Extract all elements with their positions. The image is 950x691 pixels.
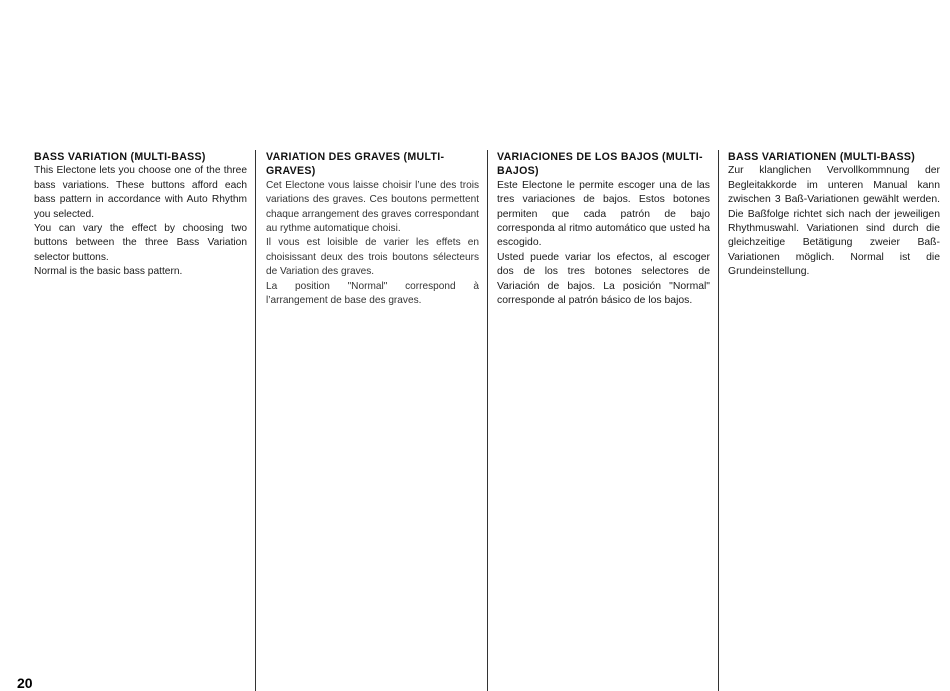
- column-spanish: [497, 150, 710, 308]
- paragraph: Cet Electone vous laisse choisir l’une des trois variations des graves. Ces boutons permettent chaque arrangement des graves correspondant au rythme automatique choisi.: [266, 179, 479, 235]
- column-german: [728, 150, 940, 280]
- paragraph: Normal is the basic bass pattern.: [34, 266, 183, 278]
- paragraph: Il vous est loisible de varier les effets en choisissant deux des trois boutons sélecteurs de Variation des graves.: [266, 237, 479, 278]
- heading-spanish: VARIACIONES DE LOS BAJOS (MULTI-BAJOS): [497, 151, 703, 178]
- column-french: [266, 150, 479, 308]
- heading-french: VARIATION DES GRAVES (MULTI-GRAVES): [266, 151, 445, 178]
- heading-german: BASS VARIATIONEN (MULTI-BASS): [728, 151, 916, 163]
- column-divider: [487, 150, 488, 691]
- paragraph: This Electone lets you choose one of the three bass variations. These buttons afford each bass pattern in accordance with Auto Rhythm you selected.: [34, 165, 247, 220]
- paragraph: You can vary the effect by choosing two buttons between the three Bass Variation selector buttons.: [34, 223, 247, 263]
- heading-english: BASS VARIATION (MULTI-BASS): [34, 151, 206, 163]
- page-number: 20: [17, 675, 33, 691]
- paragraph: La position "Normal" correspond à l’arrangement de base des graves.: [266, 280, 479, 307]
- paragraph: Este Electone le permite escoger una de las tres variaciones de bajos. Estos botones permiten que cada patrón de bajo corresponda al ritmo automático que usted ha escogido.: [497, 179, 710, 249]
- paragraph: Usted puede variar los efectos, al escoger dos de los tres botones selectores de Variación de bajos. La posición "Normal" corresponde al patrón básico de los bajos.: [497, 251, 710, 307]
- column-divider: [255, 150, 256, 691]
- column-divider: [718, 150, 719, 691]
- column-english: [34, 150, 247, 280]
- paragraph: Zur klanglichen Vervollkommnung der Begleitakkorde im unteren Manual kann zwischen 3 Baß-Variationen gewählt werden. Die Baßfolge richtet sich nach der jeweiligen Rhythmuswahl. Variationen sind durch die gleichzeitige Betätigung zweier Baß-Variationen möglich. Normal ist die Grundeinstellung.: [728, 165, 940, 278]
